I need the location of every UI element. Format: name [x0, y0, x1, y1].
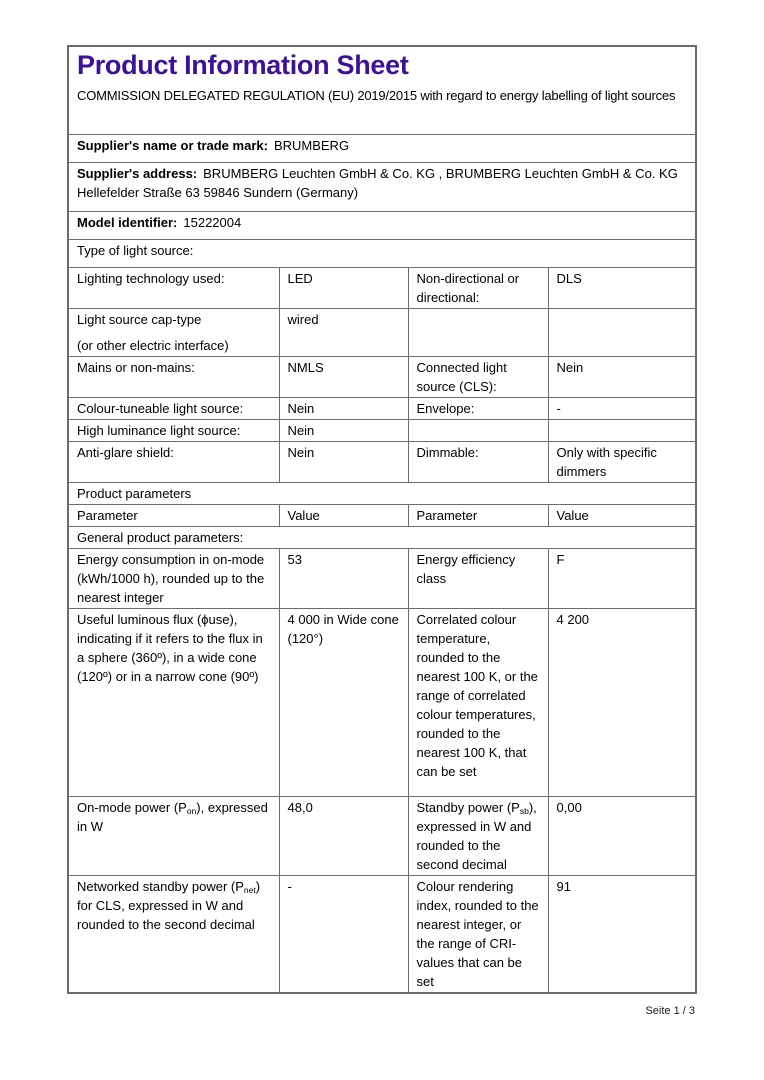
title-cell [68, 46, 696, 134]
param-label-cell: Networked standby power $(P_{net})$ for CLS, expressed in W and rounded to the second decimal [68, 875, 279, 993]
supplier-name-cell [68, 134, 696, 162]
model-identifier-value: 15222004 [183, 214, 242, 230]
param-value-cell: 4 000 in Wide cone (120°) [279, 608, 408, 796]
supplier-address-value: BRUMBERG Leuchten GmbH & Co. KG , BRUMBERG Leuchten GmbH & Co. KG Hellefelder Straße 63 59846 Sundern (Germany) [77, 165, 678, 200]
param-label-cell: Correlated colour temperature, rounded to the nearest 100 K, or the range of correlated colour temperatures, rounded to the nearest 100 K, that can be set [408, 608, 548, 796]
param-label-cell: Light source cap-type (or other electric interface) [68, 308, 279, 356]
general-parameters-heading: General product parameters: [68, 526, 696, 548]
column-header-value: Value [279, 504, 408, 526]
model-identifier-row [68, 211, 696, 239]
page-title: Product Information Sheet [77, 50, 409, 80]
column-header-value: Value [548, 504, 696, 526]
supplier-name-label: Supplier's name or trade mark: [77, 137, 268, 153]
param-value-cell: 0,00 [548, 796, 696, 875]
type-of-light-source-heading-row [68, 239, 696, 267]
table-row-colour-tuneable [68, 397, 696, 419]
param-label-cell: Colour rendering index, rounded to the nearest integer, or the range of CRI-values that can be set [408, 875, 548, 993]
param-value-cell [548, 308, 696, 356]
param-label-cell: Lighting technology used: [68, 267, 279, 308]
param-value-cell: Nein [279, 441, 408, 482]
supplier-name-row [68, 134, 696, 162]
page-number: Seite 1 / 3 [645, 1005, 695, 1017]
column-header-parameter: Parameter [68, 504, 279, 526]
param-value-cell: Only with specific dimmers [548, 441, 696, 482]
supplier-name-value: BRUMBERG [273, 137, 350, 153]
param-value-cell: - [548, 397, 696, 419]
table-row-networked-standby [68, 875, 696, 993]
regulation-subtitle: COMMISSION DELEGATED REGULATION (EU) 2019/2015 with regard to energy labelling of light sources [77, 88, 676, 103]
title-row [68, 46, 696, 134]
param-value-cell: 4 200 [548, 608, 696, 796]
model-identifier-cell [68, 211, 696, 239]
param-value-cell: 48,0 [279, 796, 408, 875]
param-label-cell: Standby power $(P_{sb})$, expressed in W and rounded to the second decimal [408, 796, 548, 875]
param-label-cell: On-mode power $(P_{on})$, expressed in W [68, 796, 279, 875]
param-value-cell: DLS [548, 267, 696, 308]
model-identifier-label: Model identifier: [77, 214, 178, 230]
column-header-parameter: Parameter [408, 504, 548, 526]
table-row-anti-glare [68, 441, 696, 482]
supplier-address-label: Supplier's address: [77, 165, 198, 181]
table-row-luminous-flux [68, 608, 696, 796]
param-value-cell: 53 [279, 548, 408, 608]
table-row-cap-type [68, 308, 696, 356]
param-value-cell: Nein [279, 397, 408, 419]
param-label-cell: Dimmable: [408, 441, 548, 482]
type-of-light-source-heading: Type of light source: [68, 239, 696, 267]
param-label-cell: Useful luminous flux (ϕuse), indicating if it refers to the flux in a sphere (360º), in a wide cone (120º) or in a narrow cone (90º) [68, 608, 279, 796]
param-label-cell: Anti-glare shield: [68, 441, 279, 482]
table-row-high-luminance [68, 419, 696, 441]
parameter-value-header-row [68, 504, 696, 526]
param-label-cell: Colour-tuneable light source: [68, 397, 279, 419]
param-label-cell: Non-directional or directional: [408, 267, 548, 308]
param-label-cell [408, 419, 548, 441]
supplier-address-row [68, 162, 696, 211]
param-value-cell: NMLS [279, 356, 408, 397]
supplier-address-cell [68, 162, 696, 211]
table-row-mains [68, 356, 696, 397]
param-label-cell: High luminance light source: [68, 419, 279, 441]
param-value-cell: wired [279, 308, 408, 356]
product-parameters-heading: Product parameters [68, 482, 696, 504]
general-parameters-heading-row [68, 526, 696, 548]
param-value-cell: Nein [279, 419, 408, 441]
param-label-cell: Energy consumption in on-mode (kWh/1000 h), rounded up to the nearest integer [68, 548, 279, 608]
param-value-cell [548, 419, 696, 441]
param-value-cell: 91 [548, 875, 696, 993]
table-row-energy-consumption [68, 548, 696, 608]
param-label-cell [408, 308, 548, 356]
param-label-cell: Mains or non-mains: [68, 356, 279, 397]
param-value-cell: LED [279, 267, 408, 308]
param-label-cell: Envelope: [408, 397, 548, 419]
table-row-lighting-technology [68, 267, 696, 308]
param-label-cell: Energy efficiency class [408, 548, 548, 608]
product-information-table [67, 45, 697, 994]
param-value-cell: F [548, 548, 696, 608]
param-label-cell: Connected light source (CLS): [408, 356, 548, 397]
param-value-cell: - [279, 875, 408, 993]
product-parameters-heading-row [68, 482, 696, 504]
table-row-on-mode-power [68, 796, 696, 875]
param-value-cell: Nein [548, 356, 696, 397]
